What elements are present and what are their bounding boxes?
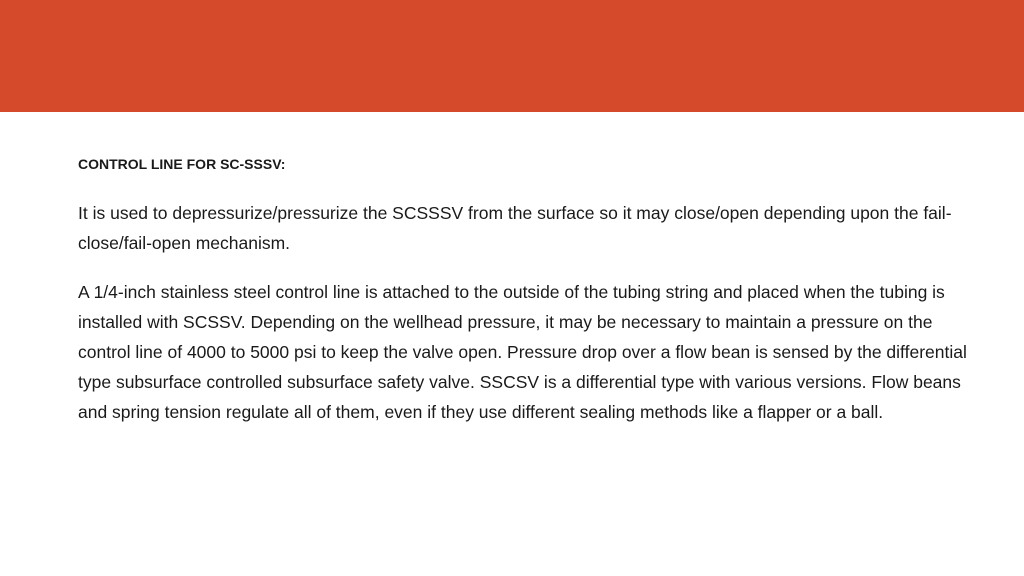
header-bar bbox=[0, 0, 1024, 112]
slide-content bbox=[78, 150, 983, 427]
slide-heading: CONTROL LINE FOR SC-SSSV: bbox=[78, 156, 286, 172]
paragraph-description: A 1/4-inch stainless steel control line is attached to the outside of the tubing string and placed when the tubing is installed with SCSSV. Depending on the wellhead pressure, it may be necessary to maintain a pressure on the control line of 4000 to 5000 psi to keep the valve open. Pressure drop over a flow bean is sensed by the differential type subsurface controlled subsurface safety valve. SSCSV is a differential type with various versions. Flow beans and spring tension regulate all of them, even if they use different sealing methods like a flapper or a ball. bbox=[78, 282, 967, 422]
paragraph-purpose: It is used to depressurize/pressurize the SCSSSV from the surface so it may close/open depending upon the fail-close/fail-open mechanism. bbox=[78, 203, 952, 253]
